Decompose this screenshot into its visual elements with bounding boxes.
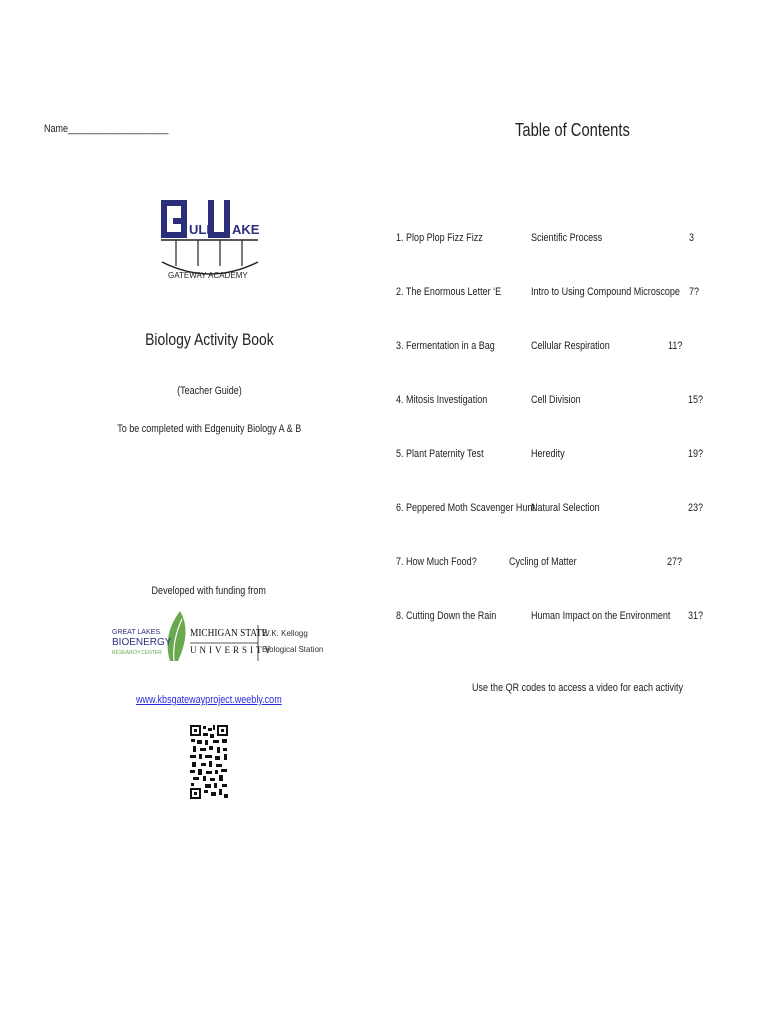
instructions-text: To be completed with Edgenuity Biology A & B: [116, 423, 302, 435]
toc-topic-5: Heredity: [531, 448, 565, 460]
msu-line2: UNIVERSITY: [190, 645, 274, 655]
glbrc-line2: BIOENERGY: [112, 637, 172, 648]
kellogg-line2: Biological Station: [262, 645, 324, 654]
glbrc-line1: GREAT LAKES: [112, 629, 160, 636]
toc-page-4: 15?: [688, 394, 704, 406]
toc-topic-8: Human Impact on the Environment: [531, 610, 671, 622]
name-field-label: Name____________________: [44, 123, 169, 135]
toc-page-3: 11?: [668, 340, 683, 352]
toc-page-2: 7?: [689, 286, 700, 298]
gull-lake-logo: [158, 190, 263, 282]
toc-page-1: 3: [689, 232, 695, 244]
toc-topic-7: Cycling of Matter: [509, 556, 577, 568]
funders-logos: [108, 605, 324, 665]
toc-activity-6[interactable]: 6. Peppered Moth Scavenger Hunt: [396, 502, 535, 514]
toc-page-6: 23?: [688, 502, 704, 514]
funding-label: Developed with funding from: [151, 585, 267, 597]
qr-instructions: Use the QR codes to access a video for each activity: [472, 682, 684, 694]
toc-activity-3[interactable]: 3. Fermentation in a Bag: [396, 340, 495, 352]
qr-code-icon[interactable]: [189, 724, 229, 800]
msu-line1: MICHIGAN STATE: [190, 627, 268, 639]
toc-page-8: 31?: [688, 610, 704, 622]
book-title: Biology Activity Book: [144, 330, 274, 349]
kellogg-line1: W.K. Kellogg: [262, 629, 308, 638]
toc-title: Table of Contents: [515, 120, 630, 140]
svg-text:AKE: AKE: [232, 222, 260, 237]
toc-activity-5[interactable]: 5. Plant Paternity Test: [396, 448, 484, 460]
website-link[interactable]: www.kbsgatewayproject.weebly.com: [136, 694, 282, 706]
toc-activity-8[interactable]: 8. Cutting Down the Rain: [396, 610, 497, 622]
toc-topic-2: Intro to Using Compound Microscope: [531, 286, 680, 298]
toc-activity-7[interactable]: 7. How Much Food?: [396, 556, 477, 568]
toc-activity-1[interactable]: 1. Plop Plop Fizz Fizz: [396, 232, 483, 244]
glbrc-line3: RESEARCH CENTER: [112, 650, 162, 656]
toc-page-7: 27?: [667, 556, 683, 568]
toc-topic-3: Cellular Respiration: [531, 340, 610, 352]
toc-page-5: 19?: [688, 448, 704, 460]
svg-text:ULL: ULL: [189, 222, 215, 237]
toc-activity-4[interactable]: 4. Mitosis Investigation: [396, 394, 488, 406]
toc-activity-2[interactable]: 2. The Enormous Letter ‘E: [396, 286, 502, 298]
book-subtitle: (Teacher Guide): [176, 385, 242, 397]
toc-topic-4: Cell Division: [531, 394, 581, 406]
toc-topic-6: Natural Selection: [531, 502, 600, 514]
toc-topic-1: Scientific Process: [531, 232, 603, 244]
svg-text:GATEWAY ACADEMY: GATEWAY ACADEMY: [168, 271, 248, 280]
